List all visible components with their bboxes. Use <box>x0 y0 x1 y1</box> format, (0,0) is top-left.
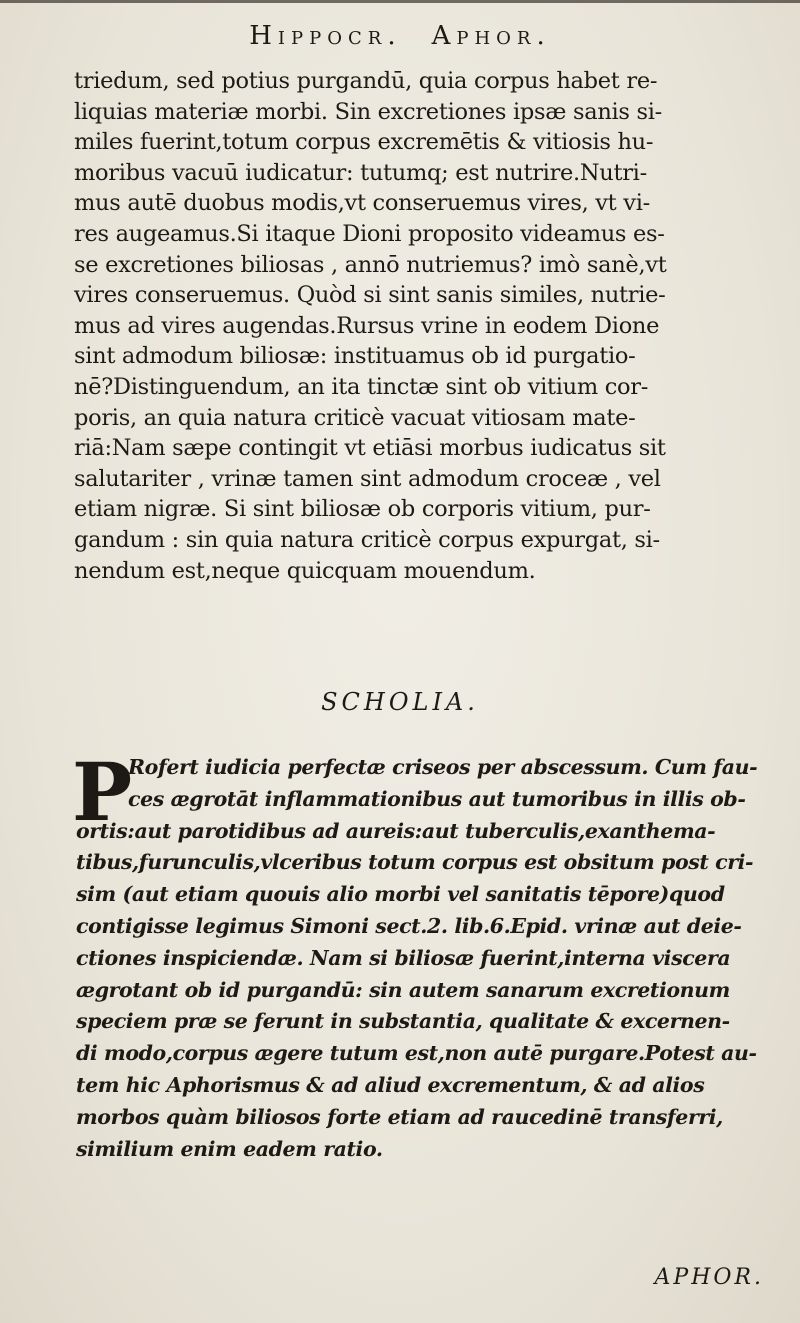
running-head <box>0 16 800 56</box>
text-line: liquias materiæ morbi. Sin excretiones ipsæ sanis si- <box>74 98 662 125</box>
text-line: mus autē duobus modis,vt conseruemus vires, vt vi- <box>74 190 650 217</box>
scholia-line: morbos quàm biliosos forte etiam ad raucedinē transferri, <box>76 1104 723 1129</box>
running-head-right: Aphor. <box>431 21 551 51</box>
scholia-line: tibus,furunculis,vlceribus totum corpus est obsitum post cri- <box>76 850 754 875</box>
scholia-line: tem hic Aphorismus & ad aliud excrementum, & ad alios <box>76 1072 705 1097</box>
scholia-line: speciem præ se ferunt in substantia, qualitate & excernen- <box>76 1009 730 1034</box>
text-line: se excretiones biliosas , annō nutriemus? imò sanè,vt <box>74 251 667 278</box>
text-line: nē?Distinguendum, an ita tinctæ sint ob vitium cor- <box>74 373 649 400</box>
scholia-line: ctiones inspiciendæ. Nam si biliosæ fuerint,interna viscera <box>76 945 731 970</box>
scholia-line: similium enim eadem ratio. <box>76 1136 383 1161</box>
text-line: gandum : sin quia natura criticè corpus expurgat, si- <box>74 526 660 553</box>
text-line: nendum est,neque quicquam mouendum. <box>74 557 536 584</box>
text-line: etiam nigræ. Si sint biliosæ ob corporis vitium, pur- <box>74 496 651 523</box>
scholia-heading: SCHOLIA. <box>321 688 479 716</box>
text-line: salutariter , vrinæ tamen sint admodum croceæ , vel <box>74 465 661 492</box>
scholia-body <box>76 752 796 1165</box>
running-head-left: Hippocr. <box>249 21 402 51</box>
text-line: res augeamus.Si itaque Dioni proposito videamus es- <box>74 220 665 247</box>
scholia-line: di modo,corpus ægere tutum est,non autē purgare.Potest au- <box>76 1041 757 1066</box>
text-line: triedum, sed potius purgandū, quia corpus habet re- <box>74 68 658 94</box>
text-line: vires conseruemus. Quòd si sint sanis similes, nutrie- <box>74 282 666 309</box>
scholia-line: ces ægrotāt inflammationibus aut tumoribus in illis ob- <box>128 786 746 811</box>
text-line: moribus vacuū iudicatur: tutumq; est nutrire.Nutri- <box>74 159 647 186</box>
scholia-line: ægrotant ob id purgandū: sin autem sanarum excretionum <box>76 977 730 1002</box>
catchword: APHOR. <box>654 1265 764 1290</box>
text-line: mus ad vires augendas.Rursus vrine in eodem Dione <box>74 312 660 339</box>
aphorism-body <box>74 66 794 586</box>
scholia-line: contigisse legimus Simoni sect.2. lib.6.Epid. vrinæ aut deie- <box>76 913 742 938</box>
scholia-line: sim (aut etiam quouis alio morbi vel sanitatis tēpore)quod <box>76 882 725 907</box>
scholia-line: Rofert iudicia perfectæ criseos per abscessum. Cum fau- <box>128 755 758 779</box>
text-line: miles fuerint,totum corpus excremētis & vitiosis hu- <box>74 129 654 156</box>
text-line: riā:Nam sæpe contingit vt etiāsi morbus iudicatus sit <box>74 435 666 462</box>
drop-cap: P <box>72 745 133 839</box>
text-line: sint admodum biliosæ: instituamus ob id purgatio- <box>74 343 636 370</box>
scholia-line: ortis:aut parotidibus ad aureis:aut tuberculis,exanthema- <box>76 818 716 843</box>
text-line: poris, an quia natura criticè vacuat vitiosam mate- <box>74 404 636 431</box>
page-top-edge <box>0 0 800 3</box>
